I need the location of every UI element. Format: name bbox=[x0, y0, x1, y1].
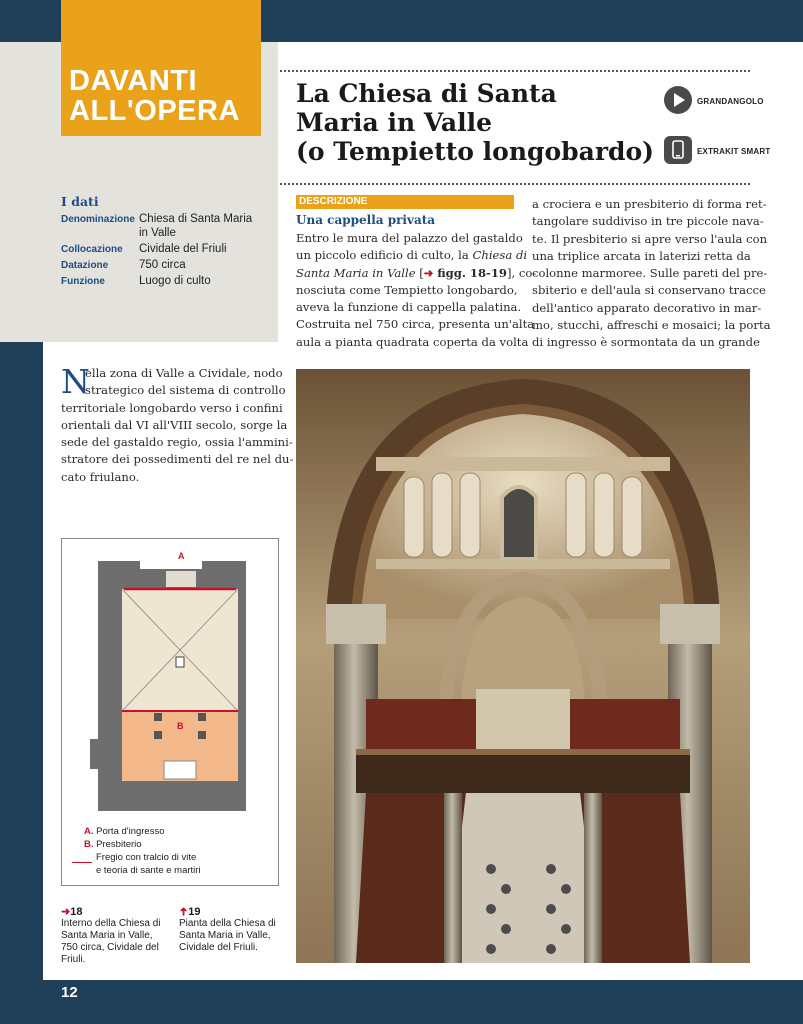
legend-line-text: Fregio con tralcio di vite bbox=[96, 852, 197, 863]
data-value: Cividale del Friuli bbox=[139, 243, 227, 255]
plan-legend bbox=[84, 825, 201, 877]
title-line: (o Tempietto longobardo) bbox=[296, 137, 654, 166]
legend-text: Porta d'ingresso bbox=[96, 826, 165, 837]
description-col2 bbox=[532, 196, 771, 352]
legend-item bbox=[84, 851, 201, 877]
caption-text bbox=[179, 918, 289, 954]
title-line: Maria in Valle bbox=[296, 108, 493, 137]
caption-arrow-icon: ➜ bbox=[178, 906, 191, 917]
text-line: Entro le mura del palazzo del gastaldo bbox=[296, 231, 523, 245]
caption-line: Pianta della Chiesa di bbox=[179, 918, 276, 929]
caption-num: 18 bbox=[70, 906, 83, 918]
church-interior-drawing bbox=[296, 369, 750, 963]
top-dotted-rule bbox=[280, 70, 750, 72]
intro-paragraph bbox=[61, 362, 294, 486]
data-value: 750 circa bbox=[139, 259, 186, 271]
bottom-band bbox=[0, 980, 803, 1024]
legend-key: B. bbox=[84, 839, 94, 850]
data-heading: I dati bbox=[61, 194, 99, 209]
text-fragment: un piccolo edificio di culto, la bbox=[296, 248, 469, 263]
text-line: mo, stucchi, affreschi e mosaici; la porta bbox=[532, 318, 771, 333]
caption-text bbox=[61, 918, 171, 966]
italic-fragment: Santa Maria in Valle bbox=[296, 265, 416, 280]
extrakit-label: EXTRAKIT SMART bbox=[697, 147, 771, 156]
section-badge-line: DAVANTI bbox=[69, 65, 198, 97]
section-badge-text bbox=[69, 66, 240, 126]
caption-line: Santa Maria in Valle, bbox=[179, 930, 271, 941]
text-line: stratore dei possedimenti del re nel du- bbox=[61, 452, 294, 467]
floor-plan-frame bbox=[61, 538, 279, 886]
caption-line: 750 circa, Cividale del bbox=[61, 942, 159, 953]
text-line: tangolare suddiviso in tre piccole nava- bbox=[532, 214, 764, 229]
caption-line: Interno della Chiesa di bbox=[61, 918, 161, 929]
caption-arrow-icon: ➜ bbox=[61, 906, 71, 918]
right-dotted-rule bbox=[280, 183, 750, 185]
caption-line: Santa Maria in Valle, bbox=[61, 930, 153, 941]
description-col1 bbox=[296, 230, 537, 351]
text-fragment: , co- bbox=[511, 265, 537, 280]
smartphone-icon[interactable] bbox=[664, 136, 692, 164]
figure-caption-19 bbox=[179, 905, 289, 954]
grandangolo-label: GRANDANGOLO bbox=[697, 97, 764, 106]
section-badge-line: ALL'OPERA bbox=[69, 95, 240, 127]
text-line: Santa Maria in Valle [➜ figg. 18-19], co- bbox=[296, 265, 537, 280]
text-line: aula a pianta quadrata coperta da volta bbox=[296, 334, 529, 349]
section-badge bbox=[61, 0, 261, 136]
left-margin-band bbox=[0, 342, 43, 1024]
text-line: sbiterio e dell'aula si conservano tracce bbox=[532, 283, 766, 298]
text-line: dell'antico apparato decorativo in mar- bbox=[532, 300, 762, 315]
figure-caption-18 bbox=[61, 905, 171, 966]
text-line: te. Il presbiterio si apre verso l'aula con bbox=[532, 231, 768, 246]
plan-label-a: A bbox=[178, 551, 185, 561]
text-line: strategico del sistema di controllo bbox=[85, 383, 286, 398]
data-key: Datazione bbox=[61, 260, 109, 271]
caption-number bbox=[179, 905, 289, 918]
text-line: una triplice arcata in laterizi retta da bbox=[532, 248, 751, 263]
text-line: aveva la funzione di cappella palatina. bbox=[296, 300, 522, 315]
data-key: Collocazione bbox=[61, 244, 123, 255]
text-line: ella zona di Valle a Cividale, nodo bbox=[85, 366, 283, 380]
data-value-line: Chiesa di Santa Maria bbox=[139, 213, 253, 225]
page-number: 12 bbox=[61, 984, 78, 1001]
description-label: DESCRIZIONE bbox=[299, 196, 368, 207]
text-line: colonne marmoree. Sulle pareti del pre- bbox=[532, 266, 768, 281]
text-line: cato friulano. bbox=[61, 469, 140, 484]
italic-fragment: Chiesa di bbox=[472, 248, 528, 263]
data-value bbox=[139, 212, 252, 240]
data-value-line: in Valle bbox=[139, 227, 176, 239]
data-key: Denominazione bbox=[61, 214, 135, 225]
ref-arrow-icon: ➜ bbox=[423, 265, 434, 280]
legend-item bbox=[84, 825, 201, 838]
caption-line: Cividale del Friuli. bbox=[179, 942, 258, 953]
text-line: di ingresso è sormontata da un grande bbox=[532, 335, 760, 350]
text-line bbox=[296, 247, 528, 264]
text-line: Costruita nel 750 circa, presenta un'alta bbox=[296, 317, 535, 332]
text-line: a crociera e un presbiterio di forma ret- bbox=[532, 197, 767, 211]
caption-number bbox=[61, 905, 171, 918]
data-key: Funzione bbox=[61, 276, 105, 287]
legend-red-line bbox=[72, 862, 92, 863]
figure-reference[interactable]: figg. 18-19 bbox=[437, 265, 507, 280]
legend-text: Presbiterio bbox=[96, 839, 142, 850]
caption-line: Friuli. bbox=[61, 954, 86, 965]
text-line: orientali dal VI all'VIII secolo, sorge la bbox=[61, 417, 288, 432]
text-line: nosciuta come Tempietto longobardo, bbox=[296, 282, 518, 297]
description-subheading: Una cappella privata bbox=[296, 213, 436, 227]
intro-dropcap: N bbox=[61, 362, 90, 401]
text-line: territoriale longobardo verso i confini bbox=[61, 400, 283, 415]
church-interior-image bbox=[296, 369, 750, 963]
title-line: La Chiesa di Santa bbox=[296, 79, 557, 108]
legend-line-text: e teoria di sante e martiri bbox=[96, 865, 201, 876]
description-label-bar bbox=[296, 195, 514, 209]
floor-plan-drawing bbox=[62, 539, 278, 819]
play-icon[interactable] bbox=[664, 86, 692, 114]
caption-num: 19 bbox=[188, 906, 201, 918]
data-value: Luogo di culto bbox=[139, 275, 211, 287]
plan-label-b: B bbox=[177, 721, 184, 731]
text-line: sede del gastaldo regio, ossia l'ammini- bbox=[61, 435, 293, 450]
legend-item bbox=[84, 838, 201, 851]
page-title bbox=[296, 79, 656, 166]
legend-key: A. bbox=[84, 826, 94, 837]
